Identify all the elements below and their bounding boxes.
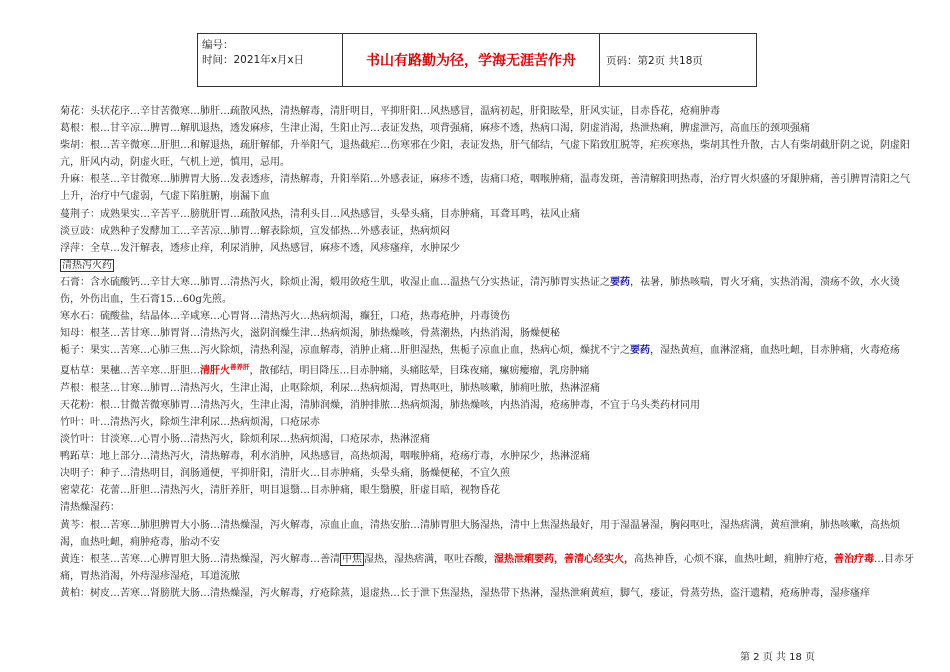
huanglian-after: …目赤牙痛，胃热消渴，外痔湿疹湿疮，耳道流脓 bbox=[60, 553, 914, 582]
entry-tianhuafen: 天花粉：根…甘微苦微寒肺胃…清热泻火，生津止渴，清肺润燥，消肿排脓…热病烦渴，肺热燥咳，内热消渴，疮疡肿毒，不宜于乌头类药材同用 bbox=[60, 399, 700, 411]
huanglian-highlight-1: 湿热泄痢要药，善清心经实火， bbox=[494, 553, 634, 565]
entry-juemingzi: 决明子：种子…清热明目，润肠通便，平抑肝阳，清肝火…目赤肿痛，头晕头痛，肠燥便秘，不宜久煎 bbox=[60, 468, 510, 480]
xiakucao-before: 夏枯草：果穗…苦辛寒…肝胆… bbox=[60, 365, 200, 377]
entry-danzhuye: 淡竹叶：甘淡寒…心胃小肠…清热泻火，除烦利尿…热病烦渴，口疮尿赤，热淋涩痛 bbox=[60, 434, 430, 446]
entry-lugen: 芦根：根茎…甘寒…肺胃…清热泻火，生津止渴，止呕除烦，利尿…热病烦渴，胃热呕吐，肺热咳嗽，肺痈吐脓，热淋涩痛 bbox=[60, 382, 600, 394]
page-header bbox=[197, 33, 757, 87]
entry-hanshuishi: 寒水石：硫酸盐，结晶体…辛咸寒…心胃肾…清热泻火…热病烦渴，癫狂，口疮，热毒疮肿，丹毒烫伤 bbox=[60, 311, 510, 323]
section-title: 清热泻火药 bbox=[62, 259, 112, 271]
entry-zhuye: 竹叶：叶…清热泻火，除烦生津利尿…热病烦渴，口疮尿赤 bbox=[60, 417, 320, 429]
xiakucao-sup: 善养肝 bbox=[230, 363, 250, 372]
entry-yazhicao: 鸭跖草：地上部分…清热泻火，清热解毒，利水消肿，风热感冒，高热烦渴，咽喉肿痛，疮疡疔毒，水肿尿少，热淋涩痛 bbox=[60, 451, 590, 463]
motto: 书山有路勤为径，学海无涯苦作舟 bbox=[343, 34, 600, 86]
header-info bbox=[198, 34, 343, 86]
entry-manjingzi: 蔓荆子：成熟果实…辛苦平…膀胱肝胃…疏散风热，清利头目…风热感冒，头晕头痛，目赤肿痛，耳聋耳鸣，祛风止痛 bbox=[60, 208, 580, 220]
entry-juhua: 菊花：头状花序…辛甘苦微寒…肺肝…疏散风热，清热解毒，清肝明目，平抑肝阳…风热感冒，温病初起，肝阳眩晕，肝风实证，目赤昏花，疮痈肿毒 bbox=[60, 106, 720, 117]
huanglian-mid2: 高热神昏，心烦不寐，血热吐衄，痈肿疔疮， bbox=[634, 553, 834, 565]
section-title-2: 清热燥湿药： bbox=[60, 502, 120, 514]
entry-gegen: 葛根：根…甘辛凉…脾胃…解肌退热，透发麻疹，生津止渴，生阳止泻…表证发热，项背强痛，麻疹不透，热病口渴，阴虚消渴，热泄热痢，脾虚泄泻，高血压的颈项强痛 bbox=[60, 123, 810, 135]
entry-shigao bbox=[60, 274, 916, 308]
page-label: 页码：第2页 共18页 bbox=[606, 54, 703, 67]
entry-dandouchi: 淡豆豉：成熟种子发酵加工…辛苦凉…肺胃…解表除烦，宣发郁热…外感表证，热病烦闷 bbox=[60, 225, 450, 237]
zhizi-highlight: 要药 bbox=[630, 345, 650, 357]
number-label: 编号： bbox=[202, 39, 234, 51]
entry-huangqin: 黄芩：根…苦寒…肺胆脾胃大小肠…清热燥湿，泻火解毒，凉血止血，清热安胎…清肺胃胆大肠湿热，清中上焦湿热最好，用于湿温暑湿，胸闷呕吐，湿热痞满，黄疸泄痢，肺热咳嗽，高热烦渴，血热吐衄，痈肿疮毒，胎动不安 bbox=[60, 519, 900, 548]
huanglian-mid: 湿热，湿热痞满，呕吐吞酸， bbox=[364, 553, 494, 565]
entry-zhizi-xiakucao bbox=[60, 342, 916, 380]
shigao-highlight: 要药 bbox=[610, 276, 630, 288]
shigao-before: 石膏：含水硫酸钙…辛甘大寒…肺胃…清热泻火，除烦止渴，煅用敛疮生肌，收湿止血…温热气分实热证，清泻肺胃实热证之 bbox=[60, 276, 610, 288]
entry-huangbai: 黄柏：树皮…苦寒…肾膀胱大肠…清热燥湿，泻火解毒，疗疮除蒸，退虚热…长于泄下焦湿热，湿热带下热淋，湿热泄痢黄疸，脚气，痿证，骨蒸劳热，盗汗遗精，疮疡肿毒，湿疹瘙痒 bbox=[60, 587, 870, 599]
document-body bbox=[60, 103, 916, 602]
entry-zhimu: 知母：根茎…苦甘寒…肺胃肾…清热泻火，滋阴润燥生津…热病烦渴，肺热燥咳，骨蒸潮热，内热消渴，肠燥便秘 bbox=[60, 328, 560, 340]
huanglian-boxed: 中焦 bbox=[342, 553, 362, 565]
huanglian-highlight-2: 善治疗毒 bbox=[834, 553, 874, 565]
section-heading bbox=[60, 257, 916, 274]
page-footer: 第 2 页 共 18 页 bbox=[740, 652, 815, 663]
entry-shengma: 升麻：根茎…辛甘微寒…肺脾胃大肠…发表透疹，清热解毒，升阳举陷…外感表证，麻疹不透，齿痛口疮，咽喉肿痛，温毒发斑，善清解阳明热毒，治疗胃火炽盛的牙龈肿痛，善引脾胃清阳之气上升，治疗中气虚弱，气虚下陷脏腑，崩漏下血 bbox=[60, 174, 910, 203]
shigao-after: ，祛暑，肺热咳喘，胃火牙痛，实热消渴，溃疡不敛，水火烫伤，外伤出血，生石膏15…60g先煎。 bbox=[60, 276, 900, 306]
zhizi-after: ，湿热黄疸，血淋涩痛，血热吐衄，目赤肿痛，火毒疮疡 bbox=[650, 345, 900, 357]
entry-chaihu: 柴胡：根…苦辛微寒…肝胆…和解退热，疏肝解郁，升举阳气，退热截疟…伤寒邪在少阳，表证发热，肝气郁结，气虚下陷致肛脱等，疟疾寒热，柴胡其性升散，古人有柴胡截肝阴之说，阴虚阳亢，肝风内动，阴虚火旺，气机上逆，慎用，忌用。 bbox=[60, 140, 910, 169]
entry-mimenghua: 密蒙花：花蕾…肝胆…清热泻火，清肝养肝，明目退翳…目赤肿痛，眼生翳膜，肝虚目暗，视物昏花 bbox=[60, 485, 500, 497]
entry-huanglian bbox=[60, 551, 916, 585]
time-label: 时间：2021年x月x日 bbox=[202, 54, 305, 66]
entry-fuping: 浮萍：全草…发汗解表，透疹止痒，利尿消肿，风热感冒，麻疹不透，风疹瘙痒，水肿尿少 bbox=[60, 242, 460, 254]
xiakucao-after: ，散郁结，明目降压…目赤肿痛，头痛眩晕，目珠夜痛，瘰疬瘿瘤，乳房肿痛 bbox=[249, 365, 590, 377]
huanglian-before: 黄连：根茎…苦寒…心脾胃胆大肠…清热燥湿，泻火解毒…善清 bbox=[60, 553, 340, 565]
zhizi-before: 栀子：果实…苦寒…心肺三焦…泻火除烦，清热利湿，凉血解毒，消肿止痛…肝胆湿热，焦栀子凉血止血，热病心烦，燥扰不宁之 bbox=[60, 345, 630, 357]
xiakucao-highlight: 清肝火 bbox=[200, 365, 230, 377]
